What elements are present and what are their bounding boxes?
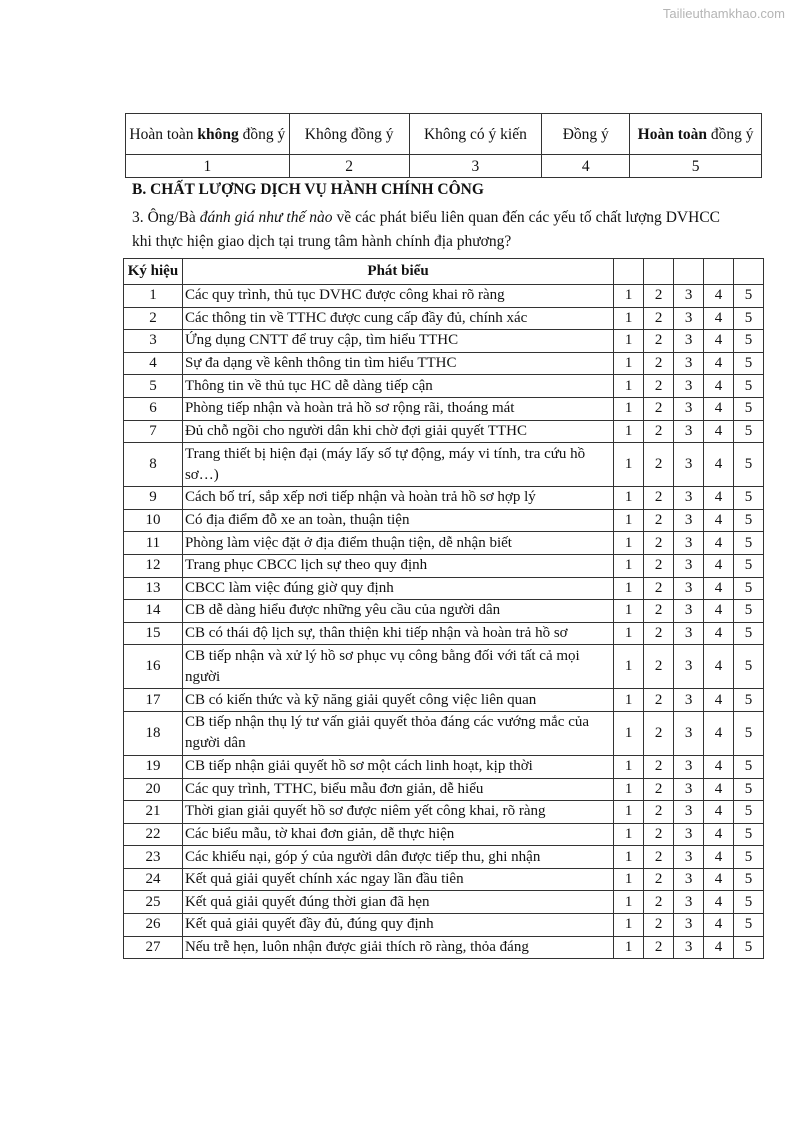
rating-option[interactable]: 3 xyxy=(674,711,704,755)
rating-option[interactable]: 5 xyxy=(734,443,764,487)
rating-option[interactable]: 3 xyxy=(674,330,704,353)
row-statement: Phòng làm việc đặt ở địa điểm thuận tiện, dễ nhận biết xyxy=(182,532,613,555)
row-statement: Đủ chỗ ngồi cho người dân khi chờ đợi giải quyết TTHC xyxy=(182,420,613,443)
row-id: 19 xyxy=(124,755,183,778)
rating-option[interactable]: 3 xyxy=(674,868,704,891)
table-row xyxy=(124,307,764,330)
row-statement: Kết quả giải quyết đầy đủ, đúng quy định xyxy=(182,914,613,937)
row-statement: CB tiếp nhận thụ lý tư vấn giải quyết thỏa đáng các vướng mắc của người dân xyxy=(182,711,613,755)
rating-option[interactable]: 3 xyxy=(674,600,704,623)
rating-option[interactable]: 5 xyxy=(734,689,764,712)
table-header-row xyxy=(124,259,764,285)
table-row xyxy=(124,509,764,532)
row-id: 15 xyxy=(124,622,183,645)
rating-option[interactable]: 4 xyxy=(704,622,734,645)
rating-option[interactable]: 5 xyxy=(734,801,764,824)
rating-option[interactable]: 3 xyxy=(674,801,704,824)
rating-option[interactable]: 2 xyxy=(644,755,674,778)
rating-option[interactable]: 1 xyxy=(614,868,644,891)
rating-option[interactable]: 4 xyxy=(704,823,734,846)
rating-option[interactable]: 5 xyxy=(734,778,764,801)
rating-option[interactable]: 1 xyxy=(614,487,644,510)
rating-option[interactable]: 5 xyxy=(734,307,764,330)
rating-scale-table xyxy=(125,113,762,178)
rating-option[interactable]: 1 xyxy=(614,778,644,801)
rating-option[interactable]: 3 xyxy=(674,891,704,914)
rating-option[interactable]: 2 xyxy=(644,622,674,645)
row-id: 11 xyxy=(124,532,183,555)
rating-option[interactable]: 3 xyxy=(674,778,704,801)
rating-option[interactable]: 5 xyxy=(734,645,764,689)
row-id: 5 xyxy=(124,375,183,398)
rating-option[interactable]: 2 xyxy=(644,285,674,308)
row-id: 7 xyxy=(124,420,183,443)
rating-option[interactable]: 5 xyxy=(734,487,764,510)
rating-option[interactable]: 5 xyxy=(734,936,764,959)
watermark: Tailieuthamkhao.com xyxy=(662,6,785,21)
table-row xyxy=(124,936,764,959)
rating-option[interactable]: 4 xyxy=(704,352,734,375)
rating-option[interactable]: 1 xyxy=(614,509,644,532)
rating-option[interactable]: 1 xyxy=(614,443,644,487)
rating-option[interactable]: 3 xyxy=(674,397,704,420)
rating-option[interactable]: 3 xyxy=(674,285,704,308)
row-id: 9 xyxy=(124,487,183,510)
rating-option[interactable]: 4 xyxy=(704,420,734,443)
rating-option[interactable]: 3 xyxy=(674,352,704,375)
row-statement: CB có thái độ lịch sự, thân thiện khi tiếp nhận và hoàn trả hồ sơ xyxy=(182,622,613,645)
scale-value: 5 xyxy=(630,155,762,178)
row-id: 1 xyxy=(124,285,183,308)
rating-option[interactable]: 5 xyxy=(734,330,764,353)
rating-option[interactable]: 5 xyxy=(734,891,764,914)
column-header-statement: Phát biểu xyxy=(182,259,613,285)
rating-option[interactable]: 3 xyxy=(674,823,704,846)
row-id: 17 xyxy=(124,689,183,712)
rating-option[interactable]: 1 xyxy=(614,801,644,824)
rating-option[interactable]: 3 xyxy=(674,307,704,330)
statements-table xyxy=(123,258,764,959)
rating-option[interactable]: 5 xyxy=(734,397,764,420)
rating-option[interactable]: 5 xyxy=(734,755,764,778)
rating-option[interactable]: 2 xyxy=(644,375,674,398)
rating-option[interactable]: 4 xyxy=(704,755,734,778)
rating-option[interactable]: 4 xyxy=(704,554,734,577)
row-id: 22 xyxy=(124,823,183,846)
rating-option[interactable]: 3 xyxy=(674,914,704,937)
scale-label: Hoàn toàn không đồng ý xyxy=(126,114,290,155)
row-statement: Nếu trễ hẹn, luôn nhận được giải thích rõ ràng, thỏa đáng xyxy=(182,936,613,959)
rating-option[interactable]: 3 xyxy=(674,443,704,487)
rating-option[interactable]: 4 xyxy=(704,375,734,398)
rating-option[interactable]: 1 xyxy=(614,600,644,623)
rating-option[interactable]: 2 xyxy=(644,801,674,824)
rating-option[interactable]: 2 xyxy=(644,914,674,937)
rating-option[interactable]: 2 xyxy=(644,846,674,869)
table-row xyxy=(124,577,764,600)
row-id: 20 xyxy=(124,778,183,801)
row-statement: Các biểu mẫu, tờ khai đơn giản, dễ thực hiện xyxy=(182,823,613,846)
rating-option[interactable]: 3 xyxy=(674,554,704,577)
table-row xyxy=(124,778,764,801)
rating-option[interactable]: 5 xyxy=(734,600,764,623)
rating-option[interactable]: 4 xyxy=(704,936,734,959)
rating-option[interactable]: 1 xyxy=(614,285,644,308)
rating-option[interactable]: 5 xyxy=(734,868,764,891)
rating-option[interactable]: 3 xyxy=(674,622,704,645)
table-row xyxy=(124,711,764,755)
table-row xyxy=(124,622,764,645)
row-id: 16 xyxy=(124,645,183,689)
rating-option[interactable]: 3 xyxy=(674,375,704,398)
rating-option[interactable]: 5 xyxy=(734,823,764,846)
rating-option[interactable]: 4 xyxy=(704,914,734,937)
rating-option[interactable]: 4 xyxy=(704,689,734,712)
rating-option[interactable]: 1 xyxy=(614,755,644,778)
rating-option[interactable]: 2 xyxy=(644,823,674,846)
table-row xyxy=(124,443,764,487)
scale-label: Hoàn toàn đồng ý xyxy=(630,114,762,155)
column-header-id: Ký hiệu xyxy=(124,259,183,285)
rating-option[interactable]: 2 xyxy=(644,532,674,555)
rating-option[interactable]: 5 xyxy=(734,914,764,937)
row-id: 27 xyxy=(124,936,183,959)
row-statement: Kết quả giải quyết đúng thời gian đã hẹn xyxy=(182,891,613,914)
table-row xyxy=(124,689,764,712)
row-id: 14 xyxy=(124,600,183,623)
table-row xyxy=(124,352,764,375)
rating-option[interactable]: 2 xyxy=(644,868,674,891)
rating-option[interactable]: 3 xyxy=(674,420,704,443)
table-row xyxy=(124,914,764,937)
rating-option[interactable]: 2 xyxy=(644,420,674,443)
rating-option[interactable]: 2 xyxy=(644,397,674,420)
rating-option[interactable]: 4 xyxy=(704,397,734,420)
row-id: 2 xyxy=(124,307,183,330)
row-statement: Ứng dụng CNTT để truy cập, tìm hiểu TTHC xyxy=(182,330,613,353)
rating-option[interactable]: 2 xyxy=(644,600,674,623)
rating-option[interactable]: 3 xyxy=(674,645,704,689)
rating-option[interactable]: 2 xyxy=(644,645,674,689)
row-statement: CB dễ dàng hiểu được những yêu cầu của người dân xyxy=(182,600,613,623)
rating-option[interactable]: 4 xyxy=(704,330,734,353)
table-row xyxy=(124,285,764,308)
row-statement: CB tiếp nhận và xử lý hồ sơ phục vụ công bằng đối với tất cả mọi người xyxy=(182,645,613,689)
rating-option[interactable]: 4 xyxy=(704,443,734,487)
rating-option[interactable]: 1 xyxy=(614,577,644,600)
table-row xyxy=(124,645,764,689)
row-id: 12 xyxy=(124,554,183,577)
rating-option[interactable]: 1 xyxy=(614,397,644,420)
rating-option[interactable]: 1 xyxy=(614,330,644,353)
row-statement: Các khiếu nại, góp ý của người dân được tiếp thu, ghi nhận xyxy=(182,846,613,869)
rating-option[interactable]: 2 xyxy=(644,711,674,755)
row-id: 23 xyxy=(124,846,183,869)
row-statement: CBCC làm việc đúng giờ quy định xyxy=(182,577,613,600)
table-row xyxy=(124,420,764,443)
scale-label: Không có ý kiến xyxy=(409,114,542,155)
rating-option[interactable]: 1 xyxy=(614,891,644,914)
row-statement: Có địa điểm đỗ xe an toàn, thuận tiện xyxy=(182,509,613,532)
row-statement: Các quy trình, TTHC, biểu mẫu đơn giản, dễ hiểu xyxy=(182,778,613,801)
table-row xyxy=(124,846,764,869)
rating-option[interactable]: 5 xyxy=(734,420,764,443)
rating-option[interactable]: 1 xyxy=(614,823,644,846)
table-row xyxy=(124,487,764,510)
rating-option[interactable]: 1 xyxy=(614,645,644,689)
rating-option[interactable]: 1 xyxy=(614,846,644,869)
row-statement: Cách bố trí, sắp xếp nơi tiếp nhận và hoàn trả hồ sơ hợp lý xyxy=(182,487,613,510)
rating-option[interactable]: 5 xyxy=(734,554,764,577)
rating-option[interactable]: 4 xyxy=(704,778,734,801)
scale-label: Đồng ý xyxy=(542,114,630,155)
table-row xyxy=(124,823,764,846)
table-row xyxy=(124,532,764,555)
rating-option[interactable]: 4 xyxy=(704,801,734,824)
rating-option[interactable]: 4 xyxy=(704,487,734,510)
row-statement: Trang thiết bị hiện đại (máy lấy số tự động, máy vi tính, tra cứu hồ sơ…) xyxy=(182,443,613,487)
rating-option[interactable]: 5 xyxy=(734,509,764,532)
scale-value: 1 xyxy=(126,155,290,178)
section-title: B. CHẤT LƯỢNG DỊCH VỤ HÀNH CHÍNH CÔNG xyxy=(132,181,484,198)
rating-option[interactable]: 4 xyxy=(704,509,734,532)
row-id: 24 xyxy=(124,868,183,891)
rating-option[interactable]: 1 xyxy=(614,307,644,330)
table-row xyxy=(124,801,764,824)
rating-option[interactable]: 2 xyxy=(644,509,674,532)
rating-option[interactable]: 4 xyxy=(704,645,734,689)
row-statement: Thời gian giải quyết hồ sơ được niêm yết công khai, rõ ràng xyxy=(182,801,613,824)
rating-option[interactable]: 2 xyxy=(644,554,674,577)
table-row xyxy=(124,554,764,577)
rating-option[interactable]: 5 xyxy=(734,622,764,645)
rating-option[interactable]: 3 xyxy=(674,755,704,778)
rating-option[interactable]: 5 xyxy=(734,711,764,755)
rating-option[interactable]: 4 xyxy=(704,868,734,891)
rating-option[interactable]: 2 xyxy=(644,778,674,801)
rating-option[interactable]: 2 xyxy=(644,577,674,600)
rating-option[interactable]: 4 xyxy=(704,577,734,600)
rating-option[interactable]: 1 xyxy=(614,936,644,959)
rating-option[interactable]: 1 xyxy=(614,532,644,555)
rating-option[interactable]: 4 xyxy=(704,532,734,555)
row-id: 18 xyxy=(124,711,183,755)
rating-option[interactable]: 3 xyxy=(674,532,704,555)
rating-option[interactable]: 5 xyxy=(734,532,764,555)
rating-option[interactable]: 1 xyxy=(614,375,644,398)
table-row xyxy=(124,600,764,623)
rating-option[interactable]: 1 xyxy=(614,711,644,755)
rating-option[interactable]: 3 xyxy=(674,577,704,600)
row-statement: Các quy trình, thủ tục DVHC được công khai rõ ràng xyxy=(182,285,613,308)
rating-option[interactable]: 3 xyxy=(674,509,704,532)
rating-option[interactable]: 5 xyxy=(734,577,764,600)
rating-option[interactable]: 1 xyxy=(614,352,644,375)
row-id: 13 xyxy=(124,577,183,600)
rating-option[interactable]: 5 xyxy=(734,285,764,308)
rating-option[interactable]: 4 xyxy=(704,846,734,869)
scale-label: Không đồng ý xyxy=(289,114,409,155)
row-statement: Trang phục CBCC lịch sự theo quy định xyxy=(182,554,613,577)
row-statement: Sự đa dạng về kênh thông tin tìm hiểu TTHC xyxy=(182,352,613,375)
rating-option[interactable]: 1 xyxy=(614,914,644,937)
rating-option[interactable]: 4 xyxy=(704,307,734,330)
table-row xyxy=(124,868,764,891)
table-row xyxy=(124,330,764,353)
row-statement: Các thông tin về TTHC được cung cấp đầy đủ, chính xác xyxy=(182,307,613,330)
rating-option[interactable]: 2 xyxy=(644,443,674,487)
rating-option[interactable]: 4 xyxy=(704,891,734,914)
rating-option[interactable]: 2 xyxy=(644,689,674,712)
rating-option[interactable]: 4 xyxy=(704,600,734,623)
row-id: 3 xyxy=(124,330,183,353)
rating-option[interactable]: 1 xyxy=(614,420,644,443)
rating-option[interactable]: 3 xyxy=(674,689,704,712)
rating-option[interactable]: 1 xyxy=(614,554,644,577)
rating-option[interactable]: 3 xyxy=(674,487,704,510)
rating-option[interactable]: 5 xyxy=(734,352,764,375)
scale-value: 2 xyxy=(289,155,409,178)
rating-option[interactable]: 3 xyxy=(674,846,704,869)
row-id: 4 xyxy=(124,352,183,375)
rating-option[interactable]: 1 xyxy=(614,689,644,712)
row-statement: Kết quả giải quyết chính xác ngay lần đầu tiên xyxy=(182,868,613,891)
rating-option[interactable]: 2 xyxy=(644,352,674,375)
rating-option[interactable]: 5 xyxy=(734,375,764,398)
scale-value: 4 xyxy=(542,155,630,178)
row-id: 21 xyxy=(124,801,183,824)
rating-option[interactable]: 2 xyxy=(644,891,674,914)
row-id: 6 xyxy=(124,397,183,420)
row-id: 26 xyxy=(124,914,183,937)
row-statement: CB tiếp nhận giải quyết hồ sơ một cách linh hoạt, kịp thời xyxy=(182,755,613,778)
rating-option[interactable]: 5 xyxy=(734,846,764,869)
row-statement: CB có kiến thức và kỹ năng giải quyết công việc liên quan xyxy=(182,689,613,712)
scale-value: 3 xyxy=(409,155,542,178)
rating-option[interactable]: 4 xyxy=(704,285,734,308)
rating-option[interactable]: 2 xyxy=(644,487,674,510)
table-row xyxy=(124,397,764,420)
row-statement: Thông tin về thủ tục HC dễ dàng tiếp cận xyxy=(182,375,613,398)
rating-option[interactable]: 3 xyxy=(674,936,704,959)
table-row xyxy=(124,755,764,778)
rating-option[interactable]: 2 xyxy=(644,307,674,330)
row-statement: Phòng tiếp nhận và hoàn trả hồ sơ rộng rãi, thoáng mát xyxy=(182,397,613,420)
rating-option[interactable]: 2 xyxy=(644,330,674,353)
rating-option[interactable]: 1 xyxy=(614,622,644,645)
table-row xyxy=(124,375,764,398)
table-row xyxy=(124,891,764,914)
rating-option[interactable]: 2 xyxy=(644,936,674,959)
row-id: 8 xyxy=(124,443,183,487)
row-id: 10 xyxy=(124,509,183,532)
row-id: 25 xyxy=(124,891,183,914)
rating-option[interactable]: 4 xyxy=(704,711,734,755)
question-text: 3. Ông/Bà đánh giá như thế nào về các phát biểu liên quan đến các yếu tố chất lượng DVHCC khi thực hiện giao dịch tại trung tâm hành chính địa phương? xyxy=(132,209,720,250)
